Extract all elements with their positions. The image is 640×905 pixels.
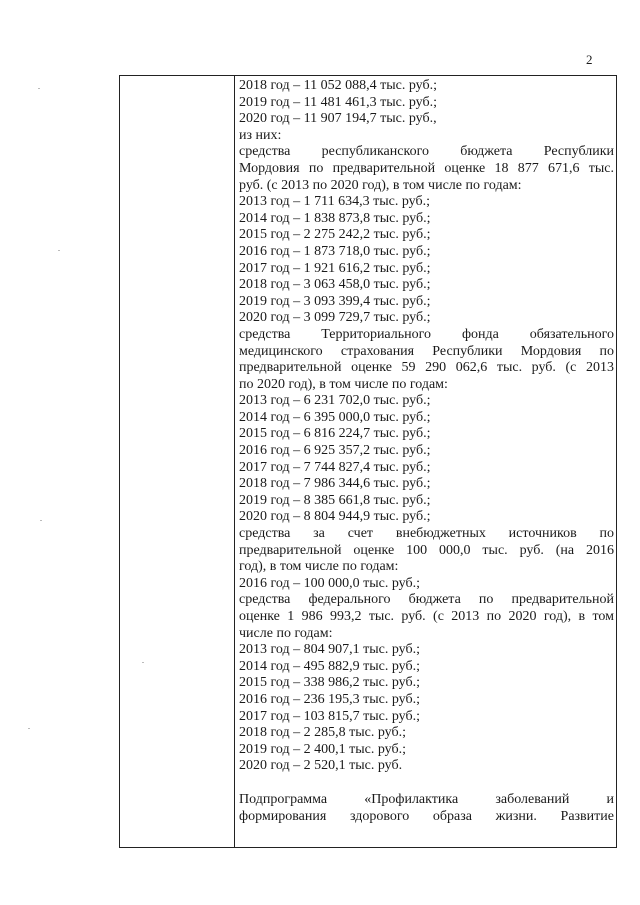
text-line: 2016 год – 236 195,3 тыс. руб.; [239,691,420,707]
text-line: оценке 1 986 993,2 тыс. руб. (с 2013 по 2020 год), в том [239,609,614,624]
text-line: средства республиканского бюджета Республики [239,144,614,160]
scan-speck [28,728,30,729]
scan-speck [38,88,40,89]
text-line: 2019 год – 11 481 461,3 тыс. руб.; [239,94,437,110]
paragraph-gap [239,775,614,792]
text-line: предварительной оценке 59 290 062,6 тыс. руб. (с 2013 [239,360,614,376]
text-line: 2020 год – 8 804 944,9 тыс. руб.; [239,509,431,525]
text-line: 2016 год – 100 000,0 тыс. руб.; [239,575,420,591]
text-line: 2019 год – 2 400,1 тыс. руб.; [239,741,406,757]
text-line: формирования здорового образа жизни. Развитие [239,808,614,824]
text-line: предварительной оценке 100 000,0 тыс. руб. (на 2016 [239,542,614,558]
text-line: по 2020 год), в том числе по годам: [239,376,448,392]
text-line: Подпрограмма «Профилактика заболеваний и [239,791,614,807]
scan-speck [142,662,144,663]
text-line: 2014 год – 6 395 000,0 тыс. руб.; [239,409,431,425]
text-line: 2019 год – 8 385 661,8 тыс. руб.; [239,492,431,508]
text-line: 2017 год – 7 744 827,4 тыс. руб.; [239,459,431,475]
text-line: 2020 год – 11 907 194,7 тыс. руб., [239,111,437,127]
text-line: 2017 год – 1 921 616,2 тыс. руб.; [239,260,431,276]
text-line: из них: [239,127,282,143]
text-line: средства федерального бюджета по предварительной [239,592,614,608]
funding-cell [239,78,614,844]
text-line: числе по годам: [239,625,333,641]
text-line: средства Территориального фонда обязательного [239,326,614,342]
text-line: 2018 год – 7 986 344,6 тыс. руб.; [239,476,431,492]
text-line: 2018 год – 3 063 458,0 тыс. руб.; [239,277,431,293]
text-line: 2014 год – 495 882,9 тыс. руб.; [239,658,420,674]
text-line: 2016 год – 1 873 718,0 тыс. руб.; [239,243,431,259]
text-line: 2016 год – 6 925 357,2 тыс. руб.; [239,443,431,459]
text-line: 2015 год – 338 986,2 тыс. руб.; [239,675,420,691]
text-line: Мордовия по предварительной оценке 18 877 671,6 тыс. [239,160,614,176]
text-line: 2015 год – 6 816 224,7 тыс. руб.; [239,426,431,442]
program-table [119,75,617,848]
text-line: 2015 год – 2 275 242,2 тыс. руб.; [239,227,431,243]
column-divider [234,76,235,847]
scan-speck [40,520,42,521]
text-line: 2019 год – 3 093 399,4 тыс. руб.; [239,293,431,309]
text-line: 2013 год – 6 231 702,0 тыс. руб.; [239,393,431,409]
text-line: средства за счет внебюджетных источников по [239,526,614,542]
text-line: 2020 год – 3 099 729,7 тыс. руб.; [239,310,431,326]
scan-speck [58,250,60,251]
text-line: 2013 год – 1 711 634,3 тыс. руб.; [239,194,430,210]
text-line: 2018 год – 2 285,8 тыс. руб.; [239,725,406,741]
text-line: год), в том числе по годам: [239,559,399,575]
page-number: 2 [586,52,593,67]
text-line: 2013 год – 804 907,1 тыс. руб.; [239,642,420,658]
text-line: 2018 год – 11 052 088,4 тыс. руб.; [239,78,437,93]
text-line: руб. (с 2013 по 2020 год), в том числе по годам: [239,177,522,193]
text-line: 2017 год – 103 815,7 тыс. руб.; [239,708,420,724]
text-line: 2014 год – 1 838 873,8 тыс. руб.; [239,210,431,226]
text-line: 2020 год – 2 520,1 тыс. руб. [239,758,403,774]
text-line: медицинского страхования Республики Мордовия по [239,343,614,359]
